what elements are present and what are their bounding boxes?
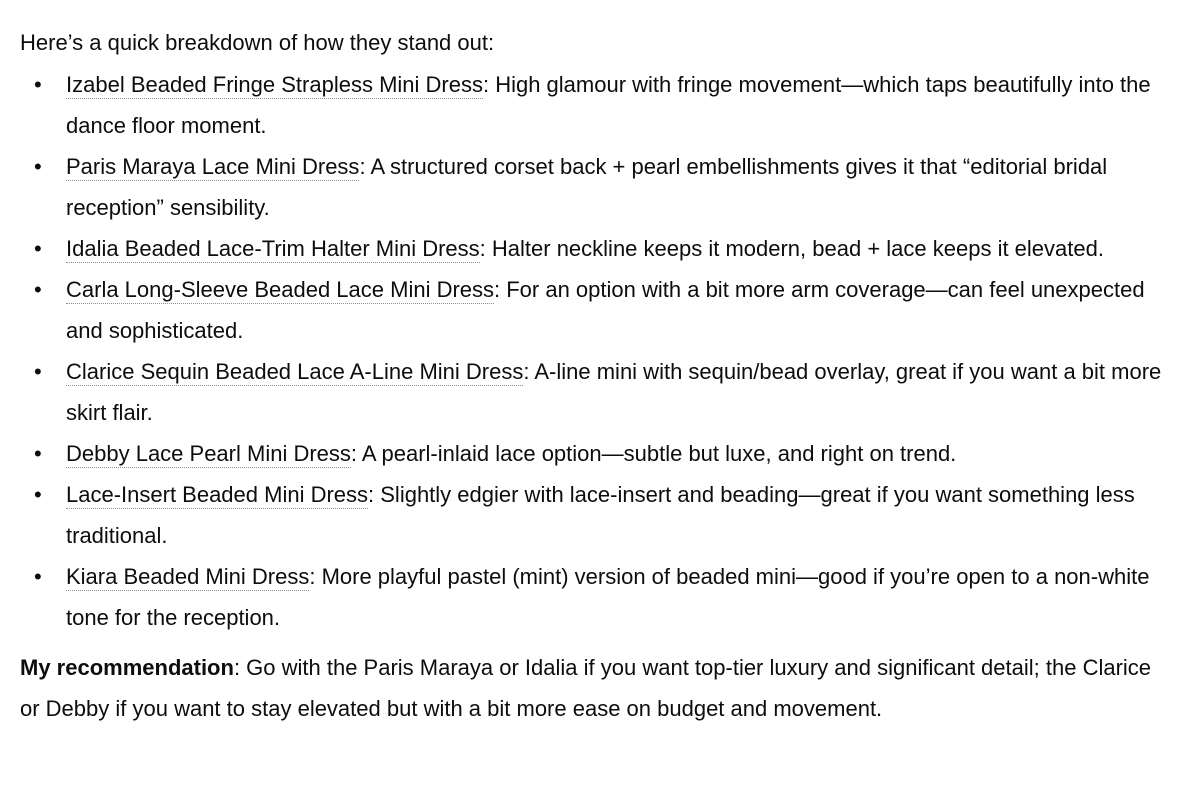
bullet-icon: • (34, 564, 42, 589)
bullet-icon: • (34, 441, 42, 466)
list-item (20, 351, 1170, 433)
item-description: : For an option with a bit more arm coverage—can feel unexpected and sophisticated. (66, 277, 1145, 343)
product-link-debby[interactable]: Debby Lace Pearl Mini Dress (66, 441, 351, 466)
bullet-icon: • (34, 154, 42, 179)
bullet-icon: • (34, 482, 42, 507)
bullet-icon: • (34, 72, 42, 97)
product-link-lace-insert[interactable]: Lace-Insert Beaded Mini Dress (66, 482, 369, 507)
recommendation-paragraph (20, 647, 1170, 729)
product-link-kiara[interactable]: Kiara Beaded Mini Dress (66, 564, 310, 589)
dress-list (20, 64, 1170, 638)
product-link-clarice[interactable]: Clarice Sequin Beaded Lace A-Line Mini Dress (66, 359, 524, 384)
list-item (20, 64, 1170, 146)
item-description: : A structured corset back + pearl embellishments gives it that “editorial bridal reception” sensibility. (66, 154, 1108, 220)
product-link-carla[interactable]: Carla Long-Sleeve Beaded Lace Mini Dress (66, 277, 495, 302)
product-link-idalia[interactable]: Idalia Beaded Lace-Trim Halter Mini Dress (66, 236, 480, 261)
recommendation-text: : Go with the Paris Maraya or Idalia if you want top-tier luxury and significant detail; the Clarice or Debby if you want to stay elevated but with a bit more ease on budget and movement. (20, 655, 1152, 721)
item-description: : A pearl-inlaid lace option—subtle but luxe, and right on trend. (350, 441, 957, 466)
list-item (20, 269, 1170, 351)
list-item (20, 228, 1170, 269)
item-description: : More playful pastel (mint) version of beaded mini—good if you’re open to a non-white tone for the reception. (66, 564, 1150, 630)
intro-text: Here’s a quick breakdown of how they stand out: (20, 30, 495, 55)
list-item (20, 146, 1170, 228)
bullet-icon: • (34, 236, 42, 261)
item-description: : Halter neckline keeps it modern, bead + lace keeps it elevated. (479, 236, 1104, 261)
list-item (20, 474, 1170, 556)
bullet-icon: • (34, 359, 42, 384)
item-description: : A-line mini with sequin/bead overlay, great if you want a bit more skirt flair. (66, 359, 1162, 425)
item-description: : High glamour with fringe movement—which taps beautifully into the dance floor moment. (66, 72, 1151, 138)
bullet-icon: • (34, 277, 42, 302)
product-link-paris-maraya[interactable]: Paris Maraya Lace Mini Dress (66, 154, 360, 179)
list-item (20, 556, 1170, 638)
item-description: : Slightly edgier with lace-insert and beading—great if you want something less traditional. (66, 482, 1135, 548)
list-item (20, 433, 1170, 474)
product-link-izabel[interactable]: Izabel Beaded Fringe Strapless Mini Dress (66, 72, 483, 97)
recommendation-label: My recommendation (20, 655, 234, 680)
